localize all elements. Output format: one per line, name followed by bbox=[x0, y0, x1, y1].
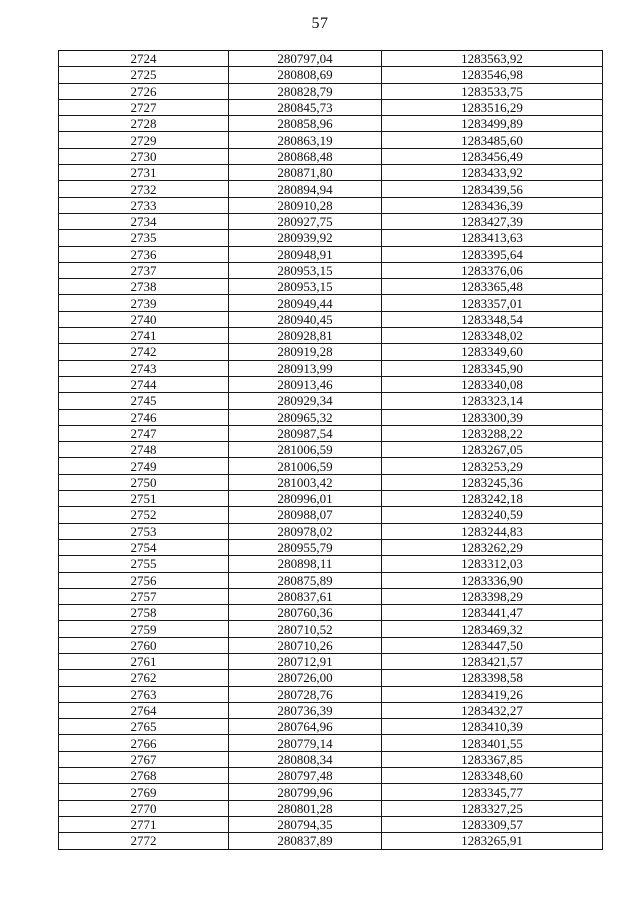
point-number-cell: 2727 bbox=[59, 99, 229, 115]
y-coordinate-cell: 1283300,39 bbox=[382, 409, 603, 425]
table-row bbox=[59, 425, 603, 441]
table-row bbox=[59, 376, 603, 392]
y-coordinate-cell: 1283441,47 bbox=[382, 605, 603, 621]
point-number-cell: 2734 bbox=[59, 213, 229, 229]
x-coordinate-cell: 280913,99 bbox=[229, 360, 382, 376]
table-row bbox=[59, 165, 603, 181]
y-coordinate-cell: 1283340,08 bbox=[382, 376, 603, 392]
table-row bbox=[59, 51, 603, 67]
x-coordinate-cell: 280949,44 bbox=[229, 295, 382, 311]
x-coordinate-cell: 280728,76 bbox=[229, 686, 382, 702]
y-coordinate-cell: 1283516,29 bbox=[382, 99, 603, 115]
table-row bbox=[59, 262, 603, 278]
point-number-cell: 2739 bbox=[59, 295, 229, 311]
point-number-cell: 2768 bbox=[59, 768, 229, 784]
point-number-cell: 2743 bbox=[59, 360, 229, 376]
x-coordinate-cell: 280837,89 bbox=[229, 833, 382, 849]
point-number-cell: 2731 bbox=[59, 165, 229, 181]
table-row bbox=[59, 132, 603, 148]
point-number-cell: 2726 bbox=[59, 83, 229, 99]
y-coordinate-cell: 1283398,58 bbox=[382, 670, 603, 686]
point-number-cell: 2769 bbox=[59, 784, 229, 800]
y-coordinate-cell: 1283401,55 bbox=[382, 735, 603, 751]
x-coordinate-cell: 280939,92 bbox=[229, 230, 382, 246]
point-number-cell: 2762 bbox=[59, 670, 229, 686]
x-coordinate-cell: 280913,46 bbox=[229, 376, 382, 392]
y-coordinate-cell: 1283345,77 bbox=[382, 784, 603, 800]
x-coordinate-cell: 280845,73 bbox=[229, 99, 382, 115]
y-coordinate-cell: 1283253,29 bbox=[382, 458, 603, 474]
x-coordinate-cell: 280808,69 bbox=[229, 67, 382, 83]
y-coordinate-cell: 1283244,83 bbox=[382, 523, 603, 539]
point-number-cell: 2753 bbox=[59, 523, 229, 539]
point-number-cell: 2761 bbox=[59, 653, 229, 669]
point-number-cell: 2758 bbox=[59, 605, 229, 621]
point-number-cell: 2738 bbox=[59, 279, 229, 295]
y-coordinate-cell: 1283367,85 bbox=[382, 751, 603, 767]
table-row bbox=[59, 344, 603, 360]
table-row bbox=[59, 474, 603, 490]
point-number-cell: 2742 bbox=[59, 344, 229, 360]
y-coordinate-cell: 1283469,32 bbox=[382, 621, 603, 637]
point-number-cell: 2763 bbox=[59, 686, 229, 702]
x-coordinate-cell: 280948,91 bbox=[229, 246, 382, 262]
table-row bbox=[59, 686, 603, 702]
table-row bbox=[59, 83, 603, 99]
y-coordinate-cell: 1283432,27 bbox=[382, 702, 603, 718]
x-coordinate-cell: 280828,79 bbox=[229, 83, 382, 99]
y-coordinate-cell: 1283398,29 bbox=[382, 588, 603, 604]
table-row bbox=[59, 67, 603, 83]
point-number-cell: 2724 bbox=[59, 51, 229, 67]
x-coordinate-cell: 281003,42 bbox=[229, 474, 382, 490]
point-number-cell: 2752 bbox=[59, 507, 229, 523]
table-row bbox=[59, 784, 603, 800]
page-number: 57 bbox=[311, 15, 329, 32]
table-row bbox=[59, 197, 603, 213]
point-number-cell: 2751 bbox=[59, 491, 229, 507]
x-coordinate-cell: 280710,26 bbox=[229, 637, 382, 653]
table-row bbox=[59, 181, 603, 197]
x-coordinate-cell: 280953,15 bbox=[229, 279, 382, 295]
x-coordinate-cell: 280927,75 bbox=[229, 213, 382, 229]
table-row bbox=[59, 800, 603, 816]
y-coordinate-cell: 1283309,57 bbox=[382, 816, 603, 832]
x-coordinate-cell: 280910,28 bbox=[229, 197, 382, 213]
y-coordinate-cell: 1283265,91 bbox=[382, 833, 603, 849]
y-coordinate-cell: 1283395,64 bbox=[382, 246, 603, 262]
y-coordinate-cell: 1283349,60 bbox=[382, 344, 603, 360]
point-number-cell: 2735 bbox=[59, 230, 229, 246]
y-coordinate-cell: 1283436,39 bbox=[382, 197, 603, 213]
table-row bbox=[59, 653, 603, 669]
y-coordinate-cell: 1283447,50 bbox=[382, 637, 603, 653]
table-row bbox=[59, 311, 603, 327]
x-coordinate-cell: 280928,81 bbox=[229, 328, 382, 344]
table-row bbox=[59, 588, 603, 604]
y-coordinate-cell: 1283288,22 bbox=[382, 425, 603, 441]
table-row bbox=[59, 148, 603, 164]
table-row bbox=[59, 328, 603, 344]
table-row bbox=[59, 491, 603, 507]
point-number-cell: 2740 bbox=[59, 311, 229, 327]
x-coordinate-cell: 280794,35 bbox=[229, 816, 382, 832]
table-row bbox=[59, 768, 603, 784]
table-row bbox=[59, 230, 603, 246]
y-coordinate-cell: 1283245,36 bbox=[382, 474, 603, 490]
table-row bbox=[59, 409, 603, 425]
y-coordinate-cell: 1283421,57 bbox=[382, 653, 603, 669]
point-number-cell: 2745 bbox=[59, 393, 229, 409]
y-coordinate-cell: 1283433,92 bbox=[382, 165, 603, 181]
x-coordinate-cell: 280779,14 bbox=[229, 735, 382, 751]
x-coordinate-cell: 280898,11 bbox=[229, 556, 382, 572]
table-row bbox=[59, 702, 603, 718]
table-row bbox=[59, 572, 603, 588]
x-coordinate-cell: 280799,96 bbox=[229, 784, 382, 800]
table-row bbox=[59, 213, 603, 229]
x-coordinate-cell: 280868,48 bbox=[229, 148, 382, 164]
point-number-cell: 2730 bbox=[59, 148, 229, 164]
x-coordinate-cell: 280987,54 bbox=[229, 425, 382, 441]
x-coordinate-cell: 281006,59 bbox=[229, 458, 382, 474]
table-row bbox=[59, 523, 603, 539]
table-row bbox=[59, 833, 603, 849]
point-number-cell: 2733 bbox=[59, 197, 229, 213]
y-coordinate-cell: 1283312,03 bbox=[382, 556, 603, 572]
x-coordinate-cell: 280875,89 bbox=[229, 572, 382, 588]
point-number-cell: 2771 bbox=[59, 816, 229, 832]
point-number-cell: 2750 bbox=[59, 474, 229, 490]
table-row bbox=[59, 360, 603, 376]
table-row bbox=[59, 670, 603, 686]
y-coordinate-cell: 1283242,18 bbox=[382, 491, 603, 507]
table-row bbox=[59, 507, 603, 523]
y-coordinate-cell: 1283240,59 bbox=[382, 507, 603, 523]
y-coordinate-cell: 1283546,98 bbox=[382, 67, 603, 83]
x-coordinate-cell: 280871,80 bbox=[229, 165, 382, 181]
point-number-cell: 2760 bbox=[59, 637, 229, 653]
x-coordinate-cell: 280808,34 bbox=[229, 751, 382, 767]
x-coordinate-cell: 280797,48 bbox=[229, 768, 382, 784]
x-coordinate-cell: 280736,39 bbox=[229, 702, 382, 718]
y-coordinate-cell: 1283348,54 bbox=[382, 311, 603, 327]
table-row bbox=[59, 735, 603, 751]
x-coordinate-cell: 280894,94 bbox=[229, 181, 382, 197]
x-coordinate-cell: 280797,04 bbox=[229, 51, 382, 67]
point-number-cell: 2772 bbox=[59, 833, 229, 849]
x-coordinate-cell: 280837,61 bbox=[229, 588, 382, 604]
point-number-cell: 2756 bbox=[59, 572, 229, 588]
point-number-cell: 2729 bbox=[59, 132, 229, 148]
table-row bbox=[59, 295, 603, 311]
point-number-cell: 2725 bbox=[59, 67, 229, 83]
y-coordinate-cell: 1283267,05 bbox=[382, 442, 603, 458]
y-coordinate-cell: 1283348,60 bbox=[382, 768, 603, 784]
y-coordinate-cell: 1283365,48 bbox=[382, 279, 603, 295]
point-number-cell: 2736 bbox=[59, 246, 229, 262]
x-coordinate-cell: 280996,01 bbox=[229, 491, 382, 507]
table-row bbox=[59, 621, 603, 637]
table-row bbox=[59, 816, 603, 832]
x-coordinate-cell: 280858,96 bbox=[229, 116, 382, 132]
point-number-cell: 2737 bbox=[59, 262, 229, 278]
x-coordinate-cell: 280929,34 bbox=[229, 393, 382, 409]
point-number-cell: 2748 bbox=[59, 442, 229, 458]
point-number-cell: 2764 bbox=[59, 702, 229, 718]
y-coordinate-cell: 1283485,60 bbox=[382, 132, 603, 148]
point-number-cell: 2765 bbox=[59, 719, 229, 735]
point-number-cell: 2741 bbox=[59, 328, 229, 344]
x-coordinate-cell: 280940,45 bbox=[229, 311, 382, 327]
x-coordinate-cell: 280955,79 bbox=[229, 539, 382, 555]
y-coordinate-cell: 1283439,56 bbox=[382, 181, 603, 197]
table-row bbox=[59, 637, 603, 653]
table-row bbox=[59, 539, 603, 555]
x-coordinate-cell: 280863,19 bbox=[229, 132, 382, 148]
table-row bbox=[59, 279, 603, 295]
y-coordinate-cell: 1283376,06 bbox=[382, 262, 603, 278]
y-coordinate-cell: 1283419,26 bbox=[382, 686, 603, 702]
table-row bbox=[59, 393, 603, 409]
point-number-cell: 2767 bbox=[59, 751, 229, 767]
table-row bbox=[59, 751, 603, 767]
point-number-cell: 2747 bbox=[59, 425, 229, 441]
x-coordinate-cell: 281006,59 bbox=[229, 442, 382, 458]
point-number-cell: 2754 bbox=[59, 539, 229, 555]
y-coordinate-cell: 1283499,89 bbox=[382, 116, 603, 132]
y-coordinate-cell: 1283533,75 bbox=[382, 83, 603, 99]
x-coordinate-cell: 280965,32 bbox=[229, 409, 382, 425]
y-coordinate-cell: 1283348,02 bbox=[382, 328, 603, 344]
y-coordinate-cell: 1283413,63 bbox=[382, 230, 603, 246]
y-coordinate-cell: 1283327,25 bbox=[382, 800, 603, 816]
x-coordinate-cell: 280710,52 bbox=[229, 621, 382, 637]
y-coordinate-cell: 1283345,90 bbox=[382, 360, 603, 376]
point-number-cell: 2770 bbox=[59, 800, 229, 816]
y-coordinate-cell: 1283336,90 bbox=[382, 572, 603, 588]
point-number-cell: 2746 bbox=[59, 409, 229, 425]
coordinates-table-body bbox=[59, 51, 603, 850]
x-coordinate-cell: 280919,28 bbox=[229, 344, 382, 360]
y-coordinate-cell: 1283323,14 bbox=[382, 393, 603, 409]
y-coordinate-cell: 1283427,39 bbox=[382, 213, 603, 229]
y-coordinate-cell: 1283262,29 bbox=[382, 539, 603, 555]
x-coordinate-cell: 280801,28 bbox=[229, 800, 382, 816]
x-coordinate-cell: 280978,02 bbox=[229, 523, 382, 539]
x-coordinate-cell: 280712,91 bbox=[229, 653, 382, 669]
point-number-cell: 2749 bbox=[59, 458, 229, 474]
point-number-cell: 2766 bbox=[59, 735, 229, 751]
point-number-cell: 2759 bbox=[59, 621, 229, 637]
x-coordinate-cell: 280726,00 bbox=[229, 670, 382, 686]
y-coordinate-cell: 1283410,39 bbox=[382, 719, 603, 735]
x-coordinate-cell: 280953,15 bbox=[229, 262, 382, 278]
point-number-cell: 2732 bbox=[59, 181, 229, 197]
table-row bbox=[59, 442, 603, 458]
table-row bbox=[59, 246, 603, 262]
point-number-cell: 2755 bbox=[59, 556, 229, 572]
table-row bbox=[59, 116, 603, 132]
point-number-cell: 2757 bbox=[59, 588, 229, 604]
table-row bbox=[59, 556, 603, 572]
table-row bbox=[59, 719, 603, 735]
x-coordinate-cell: 280760,36 bbox=[229, 605, 382, 621]
x-coordinate-cell: 280764,96 bbox=[229, 719, 382, 735]
x-coordinate-cell: 280988,07 bbox=[229, 507, 382, 523]
table-row bbox=[59, 458, 603, 474]
table-row bbox=[59, 99, 603, 115]
table-row bbox=[59, 605, 603, 621]
point-number-cell: 2744 bbox=[59, 376, 229, 392]
y-coordinate-cell: 1283563,92 bbox=[382, 51, 603, 67]
y-coordinate-cell: 1283357,01 bbox=[382, 295, 603, 311]
coordinates-table bbox=[58, 50, 603, 850]
point-number-cell: 2728 bbox=[59, 116, 229, 132]
y-coordinate-cell: 1283456,49 bbox=[382, 148, 603, 164]
